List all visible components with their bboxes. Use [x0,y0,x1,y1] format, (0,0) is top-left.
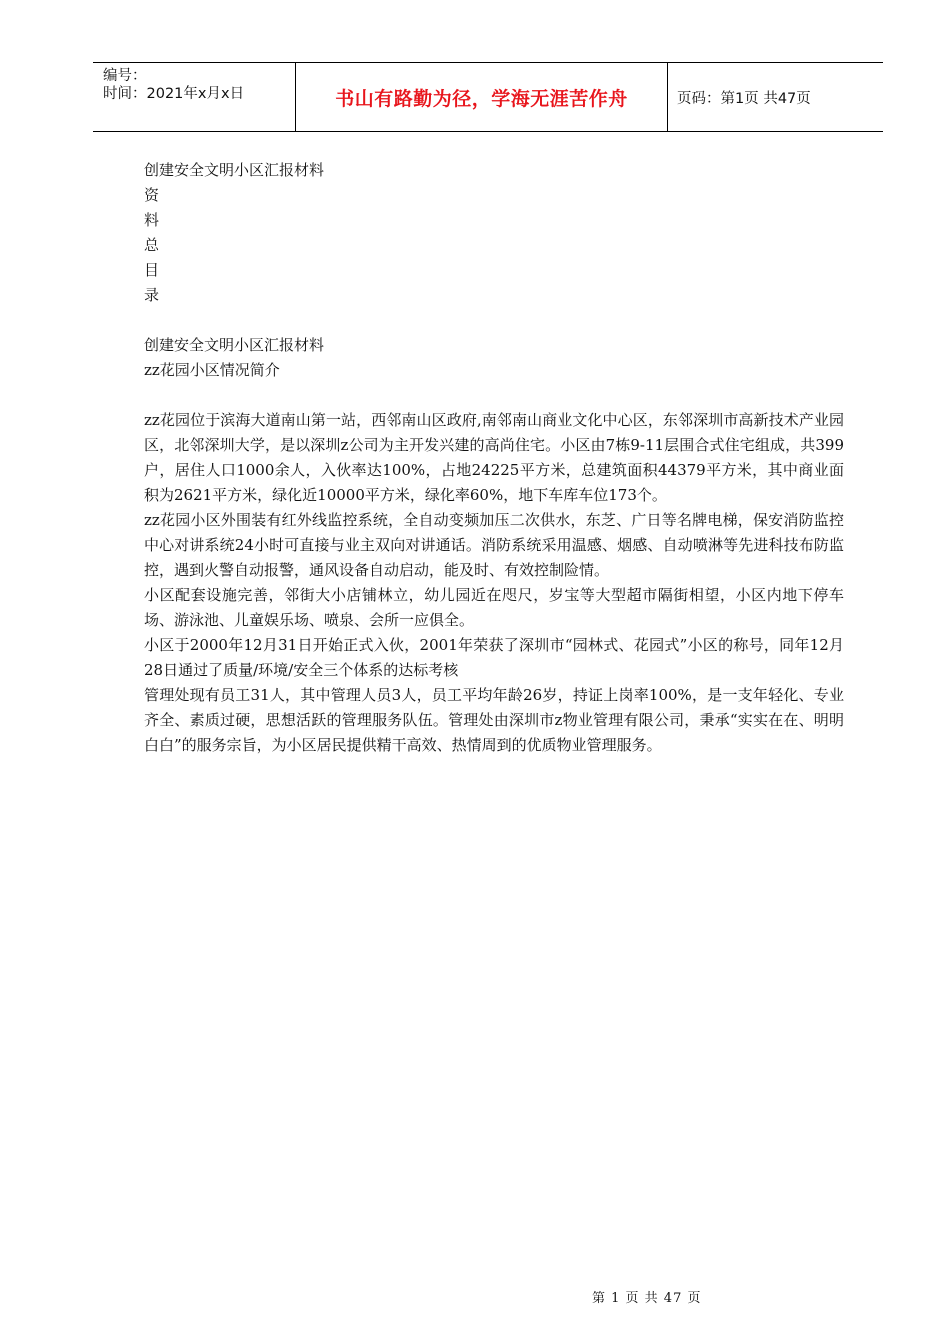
paragraph: zz花园小区外围装有红外线监控系统，全自动变频加压二次供水，东芝、广日等名牌电梯，保安消防监控中心对讲系统24小时可直接与业主双向对讲通话。消防系统采用温感、烟感、自动喷淋等先进科技布防监控，遇到火警自动报警，通风设备自动启动，能及时、有效控制险情。 [144,511,844,579]
document-body [144,158,844,758]
header-table [93,62,883,132]
toc-char: 总 [144,236,160,254]
doc-title-repeat: 创建安全文明小区汇报材料 [144,336,325,354]
page-footer: 第 1 页 共 47 页 [592,1291,702,1306]
toc-char: 资 [144,186,160,204]
toc-char: 录 [144,286,160,304]
paragraph: zz花园位于滨海大道南山第一站，西邻南山区政府,南邻南山商业文化中心区，东邻深圳市高新技术产业园区，北邻深圳大学，是以深圳z公司为主开发兴建的高尚住宅。小区由7栋9-11层围合式住宅组成，共399户，居住人口1000余人，入伙率达100%，占地24225平方米，总建筑面积44379平方米，其中商业面积为2621平方米，绿化近10000平方米，绿化率60%，地下车库车位173个。 [144,411,844,504]
number-label: 编号： [103,68,147,84]
header-left-cell [93,63,295,131]
paragraph: 小区配套设施完善，邻街大小店铺林立，幼儿园近在咫尺，岁宝等大型超市隔街相望，小区内地下停车场、游泳池、儿童娱乐场、喷泉、会所一应俱全。 [144,586,844,629]
header-page-cell [668,63,883,131]
time-label: 时间：2021年x月x日 [103,86,245,102]
doc-title: 创建安全文明小区汇报材料 [144,161,325,179]
toc-char: 料 [144,211,160,229]
spacer [144,308,844,333]
paragraph: 小区于2000年12月31日开始正式入伙，2001年荣获了深圳市“园林式、花园式”小区的称号，同年12月28日通过了质量/环境/安全三个体系的达标考核 [144,636,844,679]
toc-char: 目 [144,261,160,279]
page-info: 页码：第1页 共47页 [677,90,811,107]
motto-text: 书山有路勤为径，学海无涯苦作舟 [335,87,628,110]
doc-subtitle: zz花园小区情况简介 [144,361,280,379]
paragraph: 管理处现有员工31人，其中管理人员3人，员工平均年龄26岁，持证上岗率100%，是一支年轻化、专业齐全、素质过硬，思想活跃的管理服务队伍。管理处由深圳市z物业管理有限公司，秉承“实实在在、明明白白”的服务宗旨，为小区居民提供精干高效、热情周到的优质物业管理服务。 [144,686,844,754]
header-motto-cell [295,63,668,131]
spacer [144,383,844,408]
